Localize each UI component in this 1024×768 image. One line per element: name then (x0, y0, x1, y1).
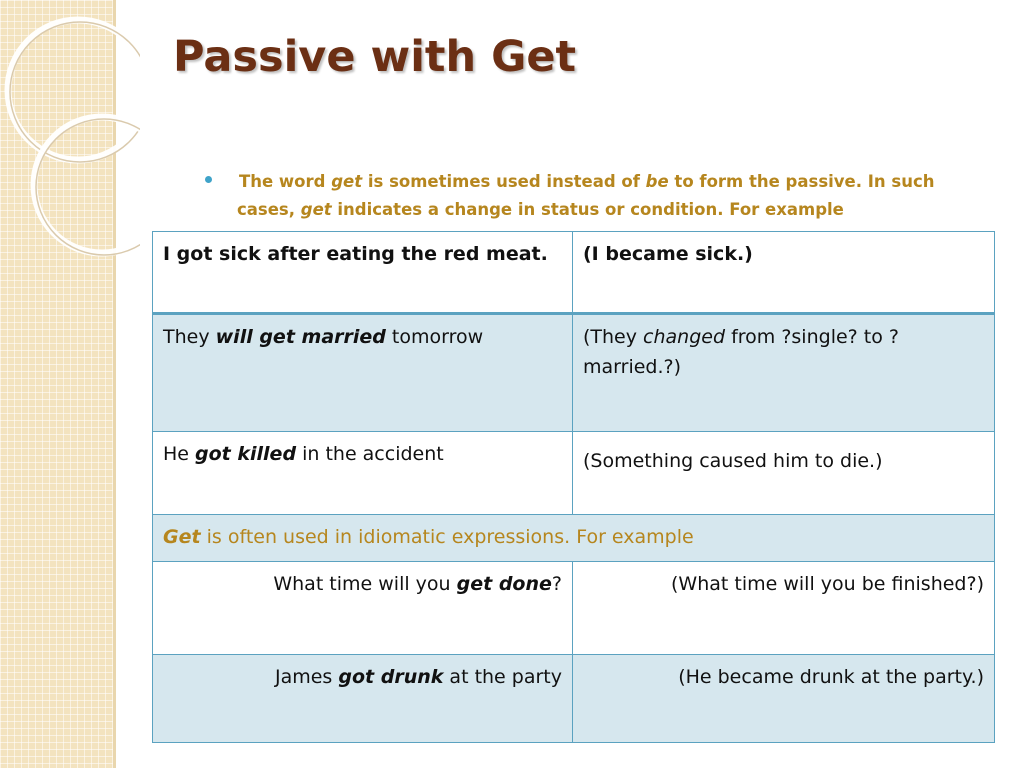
cell-text: They (163, 326, 216, 348)
table-row (153, 432, 995, 515)
ring-bottom (34, 117, 140, 253)
cell-text: James (274, 666, 339, 688)
cell-text: in the accident (296, 443, 444, 465)
table-row (153, 562, 995, 655)
cell-emphasis: get done (456, 573, 552, 595)
cell-emphasis: Get (163, 526, 201, 548)
cell-text: ? (551, 573, 562, 595)
cell-emphasis: changed (643, 326, 726, 348)
bullet-text-part: to form the passive. In such cases, (237, 172, 935, 219)
bullet-text (205, 168, 985, 224)
bullet-text-part: indicates a change in status or condition. For example (331, 200, 844, 219)
table-cell-idiom-note (153, 515, 995, 562)
examples-table (152, 231, 995, 743)
bullet-text-part: The word (239, 172, 332, 191)
decorative-rings (0, 0, 140, 320)
table-cell-sentence: I got sick after eating the red meat. (153, 232, 573, 314)
bullet-point (205, 168, 985, 224)
cell-text: from ?single? to ?married.?) (583, 326, 899, 378)
table-cell-sentence (153, 562, 573, 655)
cell-text: He (163, 443, 196, 465)
cell-emphasis: got killed (195, 443, 297, 465)
table-cell-sentence (153, 655, 573, 743)
table-cell-sentence (153, 432, 573, 515)
cell-text: (They (583, 326, 644, 348)
table-cell-meaning: (What time will you be finished?) (573, 562, 995, 655)
bullet-emphasis-be: be (645, 172, 669, 191)
cell-text: is often used in idiomatic expressions. For example (200, 526, 694, 548)
bullet-emphasis-get: get (331, 172, 363, 191)
table-row (153, 232, 995, 314)
table-row (153, 515, 995, 562)
bullet-emphasis-get: get (300, 200, 332, 219)
slide-title: Passive with Get (173, 32, 577, 82)
cell-text: What time will you (273, 573, 457, 595)
table-cell-sentence (153, 314, 573, 432)
cell-text: tomorrow (385, 326, 484, 348)
bullet-text-part: is sometimes used instead of (362, 172, 646, 191)
table-row (153, 655, 995, 743)
table-cell-meaning: (Something caused him to die.) (573, 432, 995, 515)
table-cell-meaning (573, 314, 995, 432)
cell-emphasis: will get married (215, 326, 386, 348)
ring-top-shadow (10, 22, 140, 162)
cell-emphasis: got drunk (338, 666, 444, 688)
bullet-dot-icon (205, 176, 212, 183)
cell-text: at the party (443, 666, 562, 688)
table-cell-meaning: (I became sick.) (573, 232, 995, 314)
table-row (153, 314, 995, 432)
table-cell-meaning: (He became drunk at the party.) (573, 655, 995, 743)
